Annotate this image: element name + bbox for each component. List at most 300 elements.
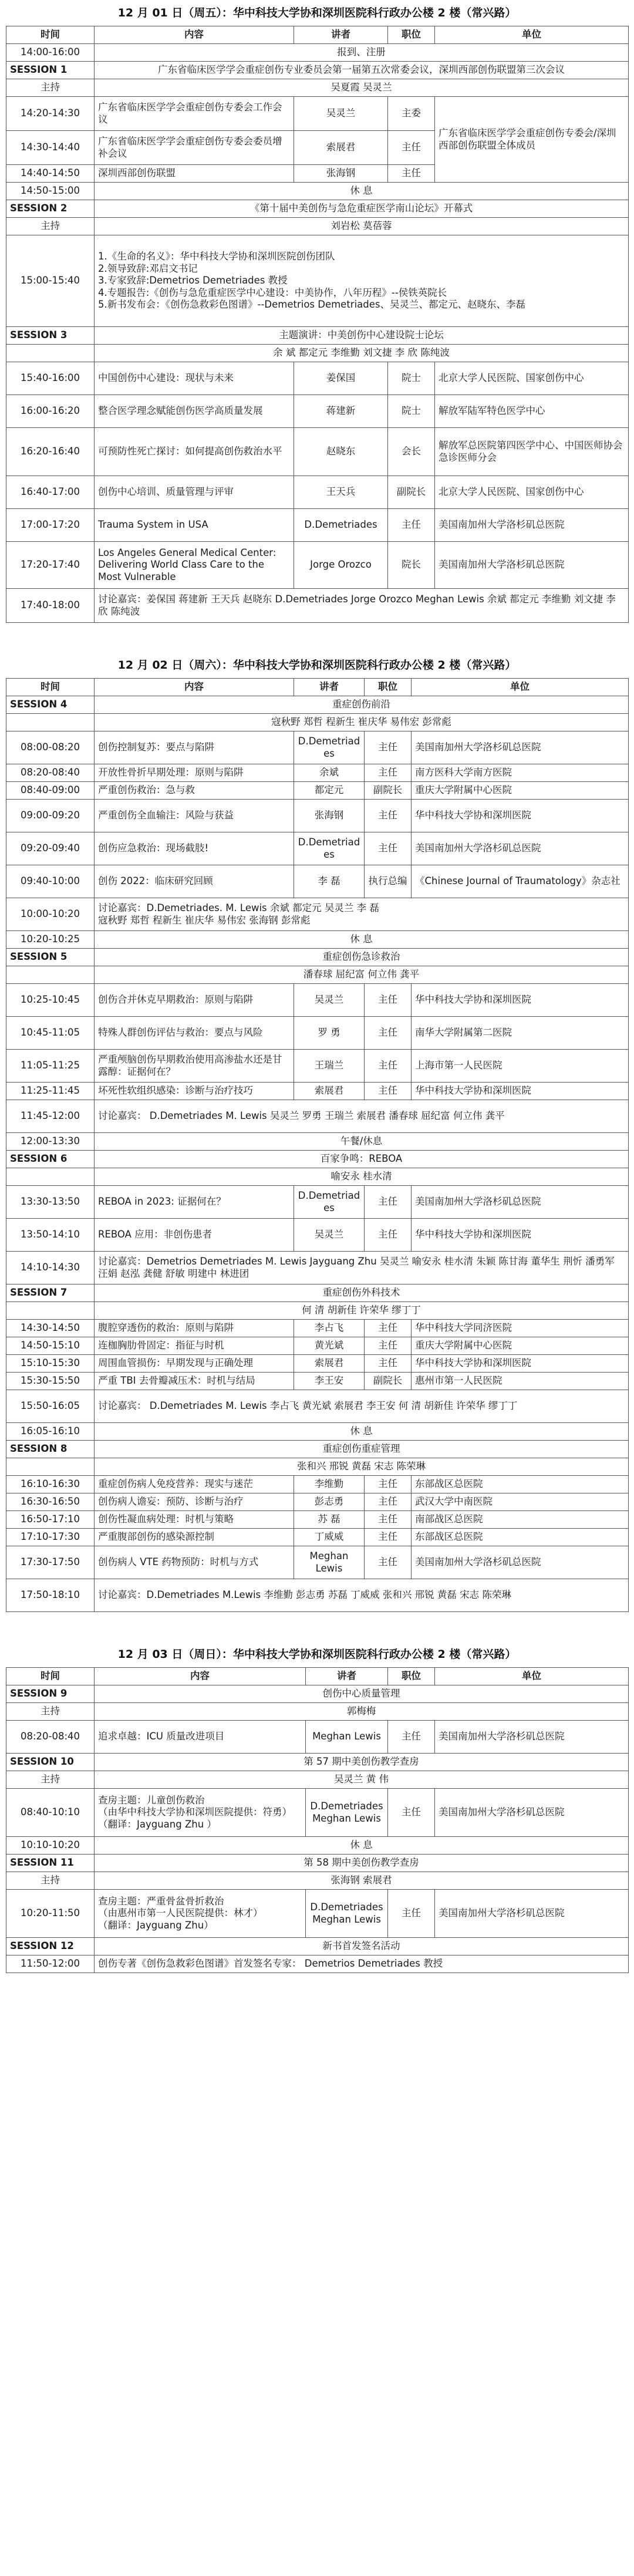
time-cell: 16:50-17:10 <box>6 1511 95 1529</box>
break-cell: 午餐/休息 <box>95 1133 629 1151</box>
position-cell: 主任 <box>365 1050 412 1083</box>
schedule-row <box>6 1855 629 1872</box>
speaker-cell: D.Demetriades <box>294 832 365 865</box>
topic-cell: 严重创伤全血输注：风险与获益 <box>95 800 294 832</box>
schedule-row <box>6 949 629 966</box>
speaker-cell: 黄光斌 <box>294 1337 365 1355</box>
schedule-row <box>6 966 629 984</box>
chair-names: 何 清 胡新佳 许荣华 缪丁丁 <box>95 1302 629 1320</box>
topic-cell: Trauma System in USA <box>95 509 294 542</box>
speaker-cell: 索展君 <box>294 1083 365 1100</box>
column-header: 时间 <box>6 679 95 696</box>
time-cell: 14:30-14:40 <box>6 131 95 165</box>
affiliation-cell: 美国南加州大学洛杉矶总医院 <box>435 542 629 589</box>
time-cell: 14:40-14:50 <box>6 165 95 183</box>
break-cell: 报到、注册 <box>95 44 629 62</box>
chair-label <box>6 1302 95 1320</box>
break-cell: 休 息 <box>95 1423 629 1441</box>
time-cell: 08:40-09:00 <box>6 782 95 800</box>
schedule-row <box>6 1529 629 1546</box>
position-cell: 主任 <box>388 165 435 183</box>
schedule-row <box>6 1511 629 1529</box>
speaker-cell: 李占飞 <box>294 1320 365 1337</box>
schedule-row <box>6 1837 629 1855</box>
position-cell: 主任 <box>365 1017 412 1050</box>
affiliation-cell: 惠州市第一人民医院 <box>412 1373 629 1390</box>
schedule-row <box>6 1458 629 1476</box>
speaker-cell: 余斌 <box>294 764 365 782</box>
affiliation-cell: 武汉大学中南医院 <box>412 1493 629 1511</box>
topic-cell: 周围血管损伤：早期发现与正确处理 <box>95 1355 294 1373</box>
schedule-row <box>6 542 629 589</box>
chair-label <box>6 1168 95 1186</box>
schedule-row <box>6 1100 629 1133</box>
schedule-row <box>6 1872 629 1890</box>
chair-names: 潘春球 屈纪富 何立伟 龚平 <box>95 966 629 984</box>
session-title: 《第十届中美创伤与急危重症医学南山论坛》开幕式 <box>95 200 629 218</box>
time-cell: 17:00-17:20 <box>6 509 95 542</box>
topic-cell: 严重创伤救治：急与救 <box>95 782 294 800</box>
topic-cell: 坏死性软组织感染：诊断与治疗技巧 <box>95 1083 294 1100</box>
header-row <box>6 1668 629 1685</box>
merged-content: 创伤专著《创伤急救彩色图谱》首发签名专家： Demetrios Demetriades 教授 <box>95 1955 629 1973</box>
session-label: SESSION 9 <box>6 1685 95 1703</box>
speaker-cell: Meghan Lewis <box>306 1721 388 1754</box>
speaker-cell: 都定元 <box>294 782 365 800</box>
chair-names: 寇秋野 郑哲 程新生 崔庆华 易伟宏 彭常彪 <box>95 714 629 731</box>
session-title: 创伤中心质量管理 <box>95 1685 629 1703</box>
time-cell: 10:45-11:05 <box>6 1017 95 1050</box>
time-cell: 14:50-15:10 <box>6 1337 95 1355</box>
position-cell: 主任 <box>365 800 412 832</box>
schedule-row <box>6 79 629 97</box>
schedule-row <box>6 62 629 79</box>
session-label: SESSION 1 <box>6 62 95 79</box>
speaker-cell: 丁威威 <box>294 1529 365 1546</box>
position-cell: 主任 <box>365 731 412 764</box>
topic-cell: 创伤合并休克早期救治：原则与陷阱 <box>95 984 294 1017</box>
schedule-row <box>6 1083 629 1100</box>
session-title: 主题演讲：中美创伤中心建设院士论坛 <box>95 327 629 345</box>
position-cell: 院长 <box>388 542 435 589</box>
schedule-row <box>6 782 629 800</box>
position-cell: 主任 <box>365 1493 412 1511</box>
topic-cell: 查房主题：儿童创伤救治 （由华中科技大学协和深圳医院提供：符勇） （翻译：Jayguang Zhu ） <box>95 1789 306 1837</box>
schedule-row <box>6 1050 629 1083</box>
schedule-row <box>6 1151 629 1168</box>
schedule-row <box>6 832 629 865</box>
column-header: 单位 <box>435 1668 629 1685</box>
chair-names: 吴灵兰 黄 伟 <box>95 1771 629 1789</box>
schedule-row <box>6 898 629 931</box>
schedule-row <box>6 509 629 542</box>
schedule-row <box>6 362 629 395</box>
affiliation-cell: 解放军总医院第四医学中心、中国医师协会急诊医师分会 <box>435 428 629 476</box>
speaker-cell: D.Demetriades <box>294 1186 365 1219</box>
topic-cell: 创伤病人 VTE 药物预防：时机与方式 <box>95 1546 294 1579</box>
day-title: 12 月 02 日（周六）：华中科技大学协和深圳医院科行政办公楼 2 楼（常兴路） <box>117 659 517 672</box>
session-title: 重症创伤外科技术 <box>95 1284 629 1302</box>
time-cell: 16:20-16:40 <box>6 428 95 476</box>
chair-names: 喻安永 桂水清 <box>95 1168 629 1186</box>
position-cell: 主任 <box>365 1219 412 1252</box>
column-header: 讲者 <box>294 679 365 696</box>
speaker-cell: 索展君 <box>294 131 388 165</box>
schedule-row <box>6 1390 629 1423</box>
chair-names: 刘岩松 莫蓓蓉 <box>95 218 629 235</box>
session-label: SESSION 8 <box>6 1441 95 1458</box>
time-cell: 11:50-12:00 <box>6 1955 95 1973</box>
affiliation-cell: 华中科技大学协和深圳医院 <box>412 1083 629 1100</box>
affiliation-cell: 重庆大学附属中心医院 <box>412 1337 629 1355</box>
day-title: 12 月 03 日（周日）：华中科技大学协和深圳医院科行政办公楼 2 楼（常兴路） <box>117 1648 517 1661</box>
affiliation-cell: 美国南加州大学洛杉矶总医院 <box>435 1789 629 1837</box>
time-cell: 17:40-18:00 <box>6 589 95 623</box>
time-cell: 15:40-16:00 <box>6 362 95 395</box>
time-cell: 16:30-16:50 <box>6 1493 95 1511</box>
merged-content: 讨论嘉宾： D.Demetriades M. Lewis 李占飞 黄光斌 索展君 李王安 何 清 胡新佳 许荣华 缪丁丁 <box>95 1390 629 1423</box>
session-title: 新书首发签名活动 <box>95 1938 629 1955</box>
time-cell: 14:50-15:00 <box>6 183 95 200</box>
topic-cell: 严重 TBI 去骨瓣减压术：时机与结局 <box>95 1373 294 1390</box>
column-header: 讲者 <box>294 26 388 44</box>
affiliation-cell: 南部战区总医院 <box>412 1511 629 1529</box>
time-cell: 17:50-18:10 <box>6 1579 95 1612</box>
position-cell: 主委 <box>388 97 435 131</box>
position-cell: 主任 <box>365 1546 412 1579</box>
affiliation-cell: 美国南加州大学洛杉矶总医院 <box>412 1186 629 1219</box>
time-cell: 16:40-17:00 <box>6 476 95 509</box>
chair-names: 郭梅梅 <box>95 1703 629 1721</box>
speaker-cell: 索展君 <box>294 1355 365 1373</box>
position-cell: 主任 <box>365 1186 412 1219</box>
schedule-row <box>6 327 629 345</box>
time-cell: 16:00-16:20 <box>6 395 95 428</box>
affiliation-cell: 美国南加州大学洛杉矶总医院 <box>412 832 629 865</box>
column-header: 时间 <box>6 26 95 44</box>
time-cell: 14:30-14:50 <box>6 1320 95 1337</box>
affiliation-cell: 美国南加州大学洛杉矶总医院 <box>435 1890 629 1938</box>
topic-cell: 严重颅脑创伤早期救治使用高渗盐水还是甘露醇：证据何在？ <box>95 1050 294 1083</box>
schedule-row <box>6 97 629 131</box>
affiliation-cell: 美国南加州大学洛杉矶总医院 <box>435 1721 629 1754</box>
affiliation-cell: 华中科技大学协和深圳医院 <box>412 984 629 1017</box>
schedule-row <box>6 1017 629 1050</box>
topic-cell: 广东省临床医学学会重症创伤专委会工作会议 <box>95 97 294 131</box>
schedule-row <box>6 1302 629 1320</box>
speaker-cell: Jorge Orozco <box>294 542 388 589</box>
schedule-row <box>6 44 629 62</box>
topic-cell: 创伤中心培训、质量管理与评审 <box>95 476 294 509</box>
time-cell: 17:20-17:40 <box>6 542 95 589</box>
topic-cell: 创伤应急救治：现场截肢! <box>95 832 294 865</box>
column-header: 职位 <box>388 26 435 44</box>
position-cell: 主任 <box>388 1890 435 1938</box>
merged-content: 讨论嘉宾：D.Demetriades. M. Lewis 余斌 都定元 吴灵兰 李 磊 寇秋野 郑哲 程新生 崔庆华 易伟宏 张海钢 彭常彪 <box>95 898 629 931</box>
merged-content: 讨论嘉宾：D.Demetriades M.Lewis 李维勤 彭志勇 苏磊 丁威威 张和兴 邢锐 黄磊 宋志 陈荣琳 <box>95 1579 629 1612</box>
day-spacer <box>0 1612 634 1641</box>
schedule-row <box>6 235 629 327</box>
schedule-row <box>6 1133 629 1151</box>
column-header: 单位 <box>412 679 629 696</box>
position-cell: 执行总编 <box>365 865 412 898</box>
chair-names: 张和兴 邢锐 黄磊 宋志 陈荣琳 <box>95 1458 629 1476</box>
schedule-row <box>6 428 629 476</box>
topic-cell: 特殊人群创伤评估与救治：要点与风险 <box>95 1017 294 1050</box>
session-title: 百家争鸣：REBOA <box>95 1151 629 1168</box>
schedule-row <box>6 1355 629 1373</box>
topic-cell: 腹腔穿透伤的救治：原则与陷阱 <box>95 1320 294 1337</box>
topic-cell: 连枷胸肋骨固定：指征与时机 <box>95 1337 294 1355</box>
column-header: 内容 <box>95 26 294 44</box>
schedule-table <box>6 1667 629 1973</box>
speaker-cell: 李 磊 <box>294 865 365 898</box>
session-label: SESSION 10 <box>6 1754 95 1771</box>
speaker-cell: 李维勤 <box>294 1476 365 1493</box>
schedule-row <box>6 1938 629 1955</box>
chair-label: 主持 <box>6 1872 95 1890</box>
column-header: 讲者 <box>306 1668 388 1685</box>
speaker-cell: D.Demetriades Meghan Lewis <box>306 1890 388 1938</box>
session-label: SESSION 7 <box>6 1284 95 1302</box>
time-cell: 10:20-11:50 <box>6 1890 95 1938</box>
speaker-cell: D.Demetriades <box>294 731 365 764</box>
schedule-row <box>6 183 629 200</box>
schedule-row <box>6 1252 629 1284</box>
schedule-row <box>6 1771 629 1789</box>
affiliation-cell: 东部战区总医院 <box>412 1476 629 1493</box>
time-cell: 08:40-10:10 <box>6 1789 95 1837</box>
time-cell: 10:00-10:20 <box>6 898 95 931</box>
speaker-cell: 姜保国 <box>294 362 388 395</box>
time-cell: 10:10-10:20 <box>6 1837 95 1855</box>
schedule-row <box>6 696 629 714</box>
chair-label <box>6 1458 95 1476</box>
topic-cell: 创伤 2022：临床研究回顾 <box>95 865 294 898</box>
topic-cell: 创伤病人谵妄：预防、诊断与治疗 <box>95 1493 294 1511</box>
position-cell: 主任 <box>388 1789 435 1837</box>
speaker-cell: 苏 磊 <box>294 1511 365 1529</box>
session-label: SESSION 12 <box>6 1938 95 1955</box>
merged-content: 1.《生命的名义》：华中科技大学协和深圳医院创伤团队 2.领导致辞:邓启文书记 3.专家致辞:Demetrios Demetriades 教授 4.专题报告:《创伤与急危重症医学中心建设：中美协作，八年历程》--侯铁英院长 5.新书发布会：《创伤急救彩色图谱》--Demetrios Demetriades、吴灵兰、都定元、赵晓东、李磊 <box>95 235 629 327</box>
speaker-cell: D.Demetriades <box>294 509 388 542</box>
chair-names: 张海钢 索展君 <box>95 1872 629 1890</box>
topic-cell: REBOA in 2023: 证据何在？ <box>95 1186 294 1219</box>
session-label: SESSION 6 <box>6 1151 95 1168</box>
header-row <box>6 26 629 44</box>
position-cell: 主任 <box>365 984 412 1017</box>
day-title: 12 月 01 日（周五）：华中科技大学协和深圳医院科行政办公楼 2 楼（常兴路） <box>117 6 517 19</box>
break-cell: 休 息 <box>95 1837 629 1855</box>
schedule-row <box>6 800 629 832</box>
session-label: SESSION 4 <box>6 696 95 714</box>
time-cell: 14:00-16:00 <box>6 44 95 62</box>
position-cell: 副院长 <box>365 1373 412 1390</box>
position-cell: 主任 <box>388 1721 435 1754</box>
session-title: 广东省临床医学学会重症创伤专业委员会第一届第五次常委会议，深圳西部创伤联盟第三次会议 <box>95 62 629 79</box>
column-header: 职位 <box>388 1668 435 1685</box>
schedule-row <box>6 1754 629 1771</box>
position-cell: 主任 <box>365 1083 412 1100</box>
session-label: SESSION 2 <box>6 200 95 218</box>
position-cell: 主任 <box>365 764 412 782</box>
topic-cell: 查房主题：严重骨盆骨折救治 （由惠州市第一人民医院提供：林才） （翻译：Jayguang Zhu） <box>95 1890 306 1938</box>
merged-content: 讨论嘉宾：Demetrios Demetriades M. Lewis Jayguang Zhu 吴灵兰 喻安永 桂水清 朱颖 陈甘海 董华生 荆忻 潘勇军 汪娟 赵泓 龚健 舒敏 明建中 林进团 <box>95 1252 629 1284</box>
merged-content: 讨论嘉宾：姜保国 蒋建新 王天兵 赵晓东 D.Demetriades Jorge Orozco Meghan Lewis 余斌 都定元 李维勤 刘文捷 李欣 陈纯波 <box>95 589 629 623</box>
chair-label <box>6 714 95 731</box>
schedule-row <box>6 764 629 782</box>
schedule-row <box>6 984 629 1017</box>
affiliation-cell: 南方医科大学南方医院 <box>412 764 629 782</box>
affiliation-cell: 南华大学附属第二医院 <box>412 1017 629 1050</box>
schedule-row <box>6 1476 629 1493</box>
speaker-cell: 彭志勇 <box>294 1493 365 1511</box>
session-title: 第 58 期中美创伤教学查房 <box>95 1855 629 1872</box>
topic-cell: 严重腹部创伤的感染源控制 <box>95 1529 294 1546</box>
topic-cell: Los Angeles General Medical Center: Delivering World Class Care to the Most Vulnerable <box>95 542 294 589</box>
session-label: SESSION 11 <box>6 1855 95 1872</box>
chair-label: 主持 <box>6 218 95 235</box>
schedule-row <box>6 1721 629 1754</box>
affiliation-cell: 北京大学人民医院、国家创伤中心 <box>435 476 629 509</box>
schedule-row <box>6 1685 629 1703</box>
position-cell: 院士 <box>388 362 435 395</box>
position-cell: 主任 <box>388 509 435 542</box>
position-cell: 副院长 <box>388 476 435 509</box>
schedule-row <box>6 1373 629 1390</box>
session-title: 重症创伤急诊救治 <box>95 949 629 966</box>
chair-label <box>6 966 95 984</box>
break-cell: 休 息 <box>95 931 629 949</box>
speaker-cell: Meghan Lewis <box>294 1546 365 1579</box>
topic-cell: 追求卓越：ICU 质量改进项目 <box>95 1721 306 1754</box>
time-cell: 15:10-15:30 <box>6 1355 95 1373</box>
session-label: SESSION 3 <box>6 327 95 345</box>
speaker-cell: 吴灵兰 <box>294 1219 365 1252</box>
time-cell: 09:20-09:40 <box>6 832 95 865</box>
header-row <box>6 679 629 696</box>
speaker-cell: 张海钢 <box>294 165 388 183</box>
schedule-row <box>6 1168 629 1186</box>
schedule-row <box>6 1703 629 1721</box>
time-cell: 15:00-15:40 <box>6 235 95 327</box>
affiliation-cell: 华中科技大学同济医院 <box>412 1320 629 1337</box>
schedule-row <box>6 714 629 731</box>
speaker-cell: 李王安 <box>294 1373 365 1390</box>
session-title: 重症创伤重症管理 <box>95 1441 629 1458</box>
chair-names: 吴夏霞 吴灵兰 <box>95 79 629 97</box>
position-cell: 主任 <box>388 131 435 165</box>
schedule-row <box>6 1219 629 1252</box>
time-cell: 09:00-09:20 <box>6 800 95 832</box>
chair-label <box>6 345 95 362</box>
schedule-row <box>6 218 629 235</box>
schedule-row <box>6 345 629 362</box>
schedule-row <box>6 1789 629 1837</box>
position-cell: 主任 <box>365 1320 412 1337</box>
time-cell: 11:25-11:45 <box>6 1083 95 1100</box>
affiliation-cell: 《Chinese Journal of Traumatology》杂志社 <box>412 865 629 898</box>
time-cell: 14:20-14:30 <box>6 97 95 131</box>
column-header: 职位 <box>365 679 412 696</box>
speaker-cell: 王瑞兰 <box>294 1050 365 1083</box>
time-cell: 16:10-16:30 <box>6 1476 95 1493</box>
schedule-row <box>6 476 629 509</box>
topic-cell: 广东省临床医学学会重症创伤专委会委员增补会议 <box>95 131 294 165</box>
position-cell: 主任 <box>365 1511 412 1529</box>
time-cell: 15:50-16:05 <box>6 1390 95 1423</box>
affiliation-cell: 华中科技大学协和深圳医院 <box>412 1219 629 1252</box>
time-cell: 17:30-17:50 <box>6 1546 95 1579</box>
affiliation-cell: 北京大学人民医院、国家创伤中心 <box>435 362 629 395</box>
position-cell: 院士 <box>388 395 435 428</box>
affiliation-cell: 美国南加州大学洛杉矶总医院 <box>435 509 629 542</box>
column-header: 时间 <box>6 1668 95 1685</box>
schedule-row <box>6 589 629 623</box>
break-cell: 休 息 <box>95 183 629 200</box>
schedule-row <box>6 200 629 218</box>
time-cell: 09:40-10:00 <box>6 865 95 898</box>
affiliation-cell: 上海市第一人民医院 <box>412 1050 629 1083</box>
speaker-cell: 蒋建新 <box>294 395 388 428</box>
speaker-cell: 吴灵兰 <box>294 984 365 1017</box>
topic-cell: REBOA 应用：非创伤患者 <box>95 1219 294 1252</box>
position-cell: 会长 <box>388 428 435 476</box>
speaker-cell: 赵晓东 <box>294 428 388 476</box>
chair-label: 主持 <box>6 1703 95 1721</box>
topic-cell: 重症创伤病人免疫营养：现实与迷茫 <box>95 1476 294 1493</box>
schedule-row <box>6 1186 629 1219</box>
schedule-row <box>6 1546 629 1579</box>
topic-cell: 创伤性凝血病处理：时机与策略 <box>95 1511 294 1529</box>
affiliation-cell: 东部战区总医院 <box>412 1529 629 1546</box>
time-cell: 11:05-11:25 <box>6 1050 95 1083</box>
position-cell: 主任 <box>365 1355 412 1373</box>
column-header: 单位 <box>435 26 629 44</box>
schedule-row <box>6 1284 629 1302</box>
schedule-row <box>6 1493 629 1511</box>
time-cell: 16:05-16:10 <box>6 1423 95 1441</box>
affiliation-cell: 美国南加州大学洛杉矶总医院 <box>412 1546 629 1579</box>
topic-cell: 整合医学理念赋能创伤医学高质量发展 <box>95 395 294 428</box>
schedule-table <box>6 678 629 1612</box>
time-cell: 14:10-14:30 <box>6 1252 95 1284</box>
affiliation-cell: 华中科技大学协和深圳医院 <box>412 800 629 832</box>
chair-label: 主持 <box>6 1771 95 1789</box>
speaker-cell: 张海钢 <box>294 800 365 832</box>
schedule-row <box>6 395 629 428</box>
schedule-row <box>6 1337 629 1355</box>
position-cell: 主任 <box>365 832 412 865</box>
column-header: 内容 <box>95 1668 306 1685</box>
speaker-cell: D.Demetriades Meghan Lewis <box>306 1789 388 1837</box>
schedule-row <box>6 865 629 898</box>
topic-cell: 可预防性死亡探讨：如何提高创伤救治水平 <box>95 428 294 476</box>
time-cell: 10:25-10:45 <box>6 984 95 1017</box>
merged-content: 讨论嘉宾： D.Demetriades M. Lewis 吴灵兰 罗勇 王瑞兰 索展君 潘春球 屈纪富 何立伟 龚平 <box>95 1100 629 1133</box>
time-cell: 08:20-08:40 <box>6 764 95 782</box>
affiliation-cell: 美国南加州大学洛杉矶总医院 <box>412 731 629 764</box>
speaker-cell: 王天兵 <box>294 476 388 509</box>
time-cell: 11:45-12:00 <box>6 1100 95 1133</box>
time-cell: 12:00-13:30 <box>6 1133 95 1151</box>
affiliation-cell: 广东省临床医学学会重症创伤专委会/深圳西部创伤联盟全体成员 <box>435 97 629 183</box>
schedule-row <box>6 731 629 764</box>
schedule-row <box>6 1955 629 1973</box>
position-cell: 副院长 <box>365 782 412 800</box>
speaker-cell: 罗 勇 <box>294 1017 365 1050</box>
schedule-row <box>6 931 629 949</box>
